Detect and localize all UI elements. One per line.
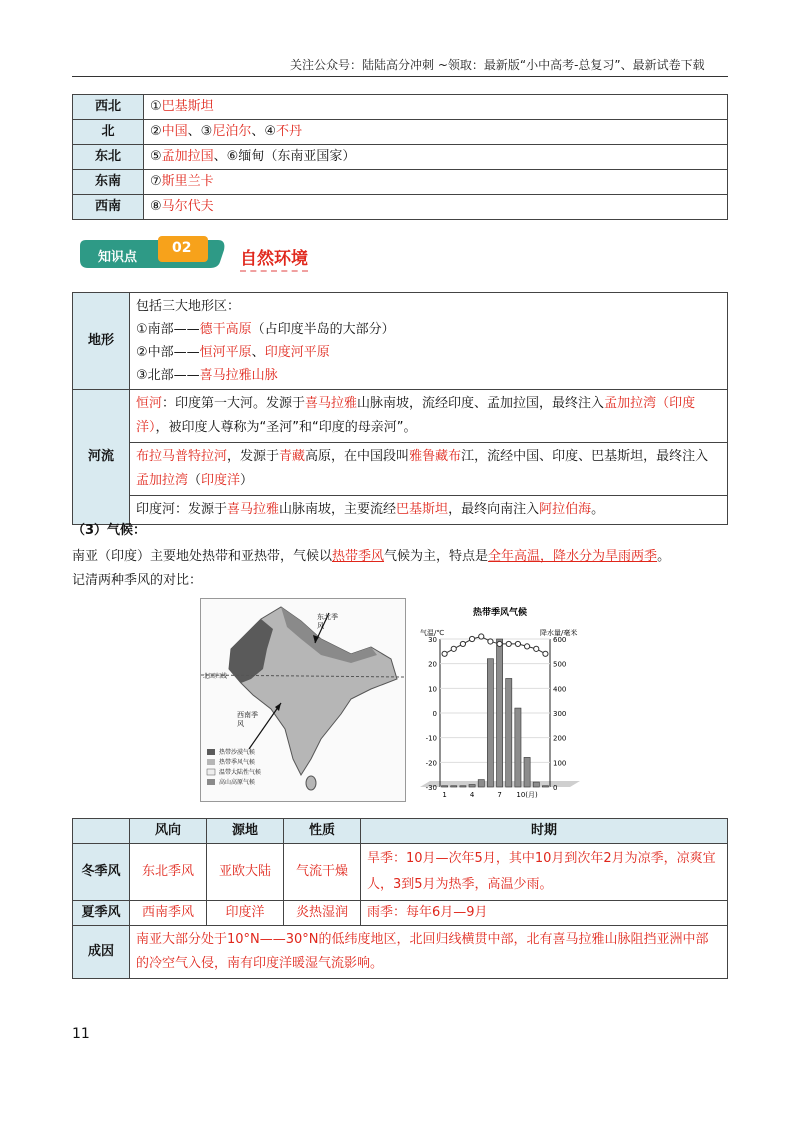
rivers.rows.2-run: ，最终向南注入 (448, 502, 540, 517)
neighbor-row (73, 145, 728, 170)
cause-text: 南亚大部分处于10°N——30°N的低纬度地区，北回归线横贯中部，北有喜马拉雅山脉阻挡亚洲中部的冷空气入侵，南有印度洋暖湿气流影响。 (130, 926, 728, 979)
cause-label: 成因 (73, 926, 130, 979)
rivers.rows.2-run: 阿拉伯海 (539, 502, 592, 517)
map-legend-3: 温带大陆性气候 (219, 769, 262, 776)
terrain.lines.0-run: 包括三大地形区： (136, 299, 241, 314)
precip-bar (506, 678, 512, 787)
temp-point (469, 636, 474, 641)
chart-left-tick: 0 (432, 710, 437, 718)
south-asia-climate-map (200, 598, 406, 802)
section-badge (78, 236, 228, 270)
neighbors.1.parts-run: 不丹 (276, 124, 303, 139)
chart-right-tick: 300 (553, 710, 567, 718)
rivers.rows.1-run: 雅鲁藏布 (409, 449, 462, 464)
climate_para-run: 南亚（印度）主要地处热带和亚热带，气候以 (72, 549, 333, 564)
neighbor-row (73, 120, 728, 145)
summer-direction: 西南季风 (130, 901, 207, 926)
rivers.rows.2-run: 山脉南坡，主要流经 (279, 502, 397, 517)
map-legend-1: 热带沙漠气候 (219, 749, 256, 756)
nature-table (72, 292, 728, 525)
monsoon-table (72, 818, 728, 979)
winter-label: 冬季风 (73, 844, 130, 901)
chart-right-tick: 500 (553, 660, 567, 669)
climate_para-run: 气候为主，特点是 (384, 549, 489, 564)
temp-point (497, 641, 502, 646)
summer-nature: 炎热湿润 (284, 901, 361, 926)
summer-label: 夏季风 (73, 901, 130, 926)
rivers.rows.0-run: 恒河 (136, 396, 163, 411)
terrain-line (136, 341, 721, 364)
neighbor-direction: 东南 (73, 170, 144, 195)
neighbors.1.parts-run: ② (150, 124, 162, 139)
rivers.rows.2-run: 喜马拉雅 (227, 502, 280, 517)
climate_para-run: 热带季风 (332, 549, 385, 564)
chart-left-tick: 10 (428, 685, 437, 694)
compare-line: 记清两种季风的对比： (72, 573, 203, 588)
temp-point (543, 651, 548, 656)
header-nature: 性质 (284, 819, 361, 844)
precip-bar (469, 785, 475, 787)
rivers.rows.1-run: 布拉马普特拉河 (136, 449, 228, 464)
rivers.rows.2-run: 巴基斯坦 (396, 502, 449, 517)
climate-heading: （3）气候： (72, 523, 147, 538)
climate_para-run: 全年高温，降水分为旱雨两季 (488, 549, 658, 564)
neighbor-countries (144, 145, 728, 170)
terrain.lines.1-run: （占印度半岛的大部分） (251, 322, 395, 337)
rivers.rows.0-run: 山脉南坡，流经印度、孟加拉国，最终注入 (357, 396, 605, 411)
header-period: 时期 (361, 819, 728, 844)
header-direction: 风向 (130, 819, 207, 844)
temp-point (524, 644, 529, 649)
neighbors.1.parts-run: 、③ (187, 124, 213, 139)
neighbor-countries (144, 170, 728, 195)
neighbors.1.parts-run: 中国 (161, 124, 188, 139)
rivers.rows.1-run: 印度洋 (201, 473, 241, 488)
precip-bar (442, 786, 448, 787)
rivers.rows.0-run: ，被印度人尊称为“圣河”和“印度的母亲河”。 (155, 420, 417, 435)
terrain.lines.3-run: ③北部—— (136, 368, 200, 383)
river-description (130, 443, 728, 496)
precip-bar (515, 708, 521, 787)
rivers.rows.1-run: 青藏 (279, 449, 306, 464)
rivers.rows.0-run: ：印度第一大河。发源于 (162, 396, 306, 411)
chart-left-tick: -20 (425, 759, 437, 768)
neighbors.1.parts-run: 、④ (251, 124, 276, 139)
neighbor-row (73, 170, 728, 195)
climate-paragraph (72, 546, 732, 568)
summer-source: 印度洋 (207, 901, 284, 926)
terrain.lines.1-run: ①南部—— (136, 322, 200, 337)
neighbors.3.parts-run: ⑦ (150, 174, 162, 189)
neighbors.3.parts-run: 斯里兰卡 (161, 174, 214, 189)
neighbors.0.parts-run: 巴基斯坦 (161, 99, 214, 114)
temp-point (442, 651, 447, 656)
winter-nature: 气流干燥 (284, 844, 361, 901)
winter-direction: 东北季风 (130, 844, 207, 901)
rivers.rows.1-run: ，发源于 (227, 449, 280, 464)
temp-point (534, 646, 539, 651)
precip-bar (524, 757, 530, 787)
precip-bar (497, 639, 503, 787)
winter-period: 旱季：10月—次年5月，其中10月到次年2月为凉季，凉爽宜人，3到5月为热季，高温少雨。 (361, 844, 728, 901)
climate_para-run: 。 (657, 549, 671, 564)
chart-right-tick: 200 (553, 734, 567, 743)
map-label-tropic: 北回归线 (203, 673, 228, 680)
chart-left-tick: -30 (425, 784, 437, 792)
temp-point (515, 641, 520, 646)
corner-cell (73, 819, 130, 844)
terrain-label: 地形 (73, 293, 130, 390)
neighbors.2.parts-run: 孟加拉国 (161, 149, 214, 164)
terrain.lines.2-run: ②中部—— (136, 345, 200, 360)
chart-ylabel-left: 气温/℃ (420, 629, 445, 637)
neighbors-table (72, 94, 728, 220)
neighbor-direction: 西北 (73, 95, 144, 120)
temp-point (506, 641, 511, 646)
rivers-label: 河流 (73, 390, 130, 525)
map-label-ne-monsoon: 东北季风 (317, 613, 338, 630)
terrain.lines.2-run: 、 (251, 345, 265, 360)
river-description (130, 390, 728, 443)
rivers.rows.2-run: 印度河：发源于 (136, 502, 228, 517)
neighbor-direction: 西南 (73, 195, 144, 220)
badge-label: 知识点 (98, 250, 138, 265)
neighbors.4.parts-run: 马尔代夫 (161, 199, 214, 214)
page-number: 11 (72, 1026, 90, 1042)
rivers.rows.1-run: （ (188, 473, 202, 488)
header-source: 源地 (207, 819, 284, 844)
temp-point (451, 646, 456, 651)
section-title: 自然环境 (240, 244, 308, 272)
chart-left-tick: -10 (425, 734, 437, 743)
summer-period: 雨季：每年6月—9月 (361, 901, 728, 926)
neighbor-direction: 北 (73, 120, 144, 145)
chart-left-tick: 30 (428, 636, 437, 644)
chart-right-tick: 600 (553, 636, 567, 644)
neighbor-row (73, 95, 728, 120)
climate-chart-svg (400, 605, 600, 800)
badge-number: 02 (172, 240, 192, 256)
rivers.rows.2-run: 。 (591, 502, 605, 517)
rivers.rows.0-run: 孟加拉湾（印度洋） (136, 396, 696, 435)
climate-chart (400, 605, 600, 800)
temp-point (479, 634, 484, 639)
temp-point (488, 639, 493, 644)
neighbor-countries (144, 120, 728, 145)
terrain.lines.2-run: 恒河平原 (199, 345, 252, 360)
chart-left-tick: 20 (428, 660, 437, 669)
terrain.lines.1-run: 德干高原 (199, 322, 252, 337)
chart-right-tick: 400 (553, 685, 567, 694)
rivers.rows.1-run: ） (240, 473, 254, 488)
chart-x-tick: 10(月) (516, 791, 538, 799)
page-header: 关注公众号：陆陆高分冲刺 ~领取：最新版“小中高考-总复习”、最新试卷下载 (290, 58, 705, 72)
chart-x-tick: 1 (442, 791, 447, 799)
winter-source: 亚欧大陆 (207, 844, 284, 901)
precip-bar (533, 782, 539, 787)
precip-bar (487, 659, 493, 787)
temp-point (460, 641, 465, 646)
neighbor-direction: 东北 (73, 145, 144, 170)
terrain-line (136, 318, 721, 341)
neighbors.0.parts-run: ① (150, 99, 162, 114)
header-rule (72, 76, 728, 77)
chart-x-tick: 4 (469, 791, 475, 799)
chart-right-tick: 100 (553, 759, 567, 768)
terrain-line (136, 295, 721, 318)
chart-ylabel-right: 降水量/毫米 (540, 629, 578, 637)
neighbors.2.parts-run: ⑤ (150, 149, 162, 164)
rivers.rows.0-run: 喜马拉雅 (305, 396, 358, 411)
precip-bar (460, 786, 466, 787)
precip-bar (542, 786, 548, 787)
map-legend-2: 热带季风气候 (219, 759, 256, 766)
terrain-content (130, 293, 728, 390)
precip-bar (451, 786, 457, 787)
neighbors.4.parts-run: ⑧ (150, 199, 162, 214)
rivers.rows.1-run: 江，流经中国、印度、巴基斯坦，最终注入 (461, 449, 709, 464)
map-label-sw-monsoon: 西南季风 (237, 711, 258, 728)
chart-x-tick: 7 (497, 791, 502, 799)
neighbor-row (73, 195, 728, 220)
terrain.lines.2-run: 印度河平原 (264, 345, 330, 360)
terrain-line (136, 364, 721, 387)
neighbor-countries (144, 195, 728, 220)
chart-title: 热带季风气候 (472, 608, 528, 618)
terrain.lines.3-run: 喜马拉雅山脉 (199, 368, 278, 383)
neighbors.2.parts-run: 、⑥缅甸（东南亚国家） (213, 149, 356, 164)
map-legend-4: 高山高原气候 (219, 779, 256, 786)
chart-right-tick: 0 (553, 784, 558, 792)
precip-bar (478, 780, 484, 787)
rivers.rows.1-run: 孟加拉湾 (136, 473, 189, 488)
neighbors.1.parts-run: 尼泊尔 (212, 124, 252, 139)
rivers.rows.1-run: 高原，在中国段叫 (305, 449, 410, 464)
neighbor-countries (144, 95, 728, 120)
